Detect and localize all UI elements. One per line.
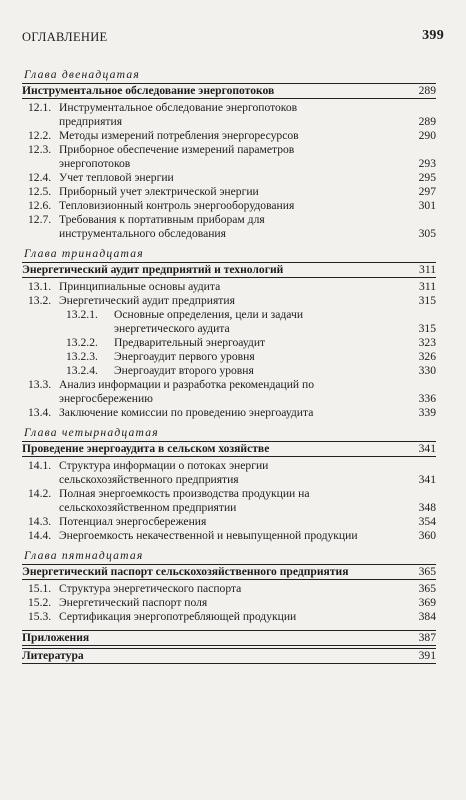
entry-page: 348: [418, 501, 436, 514]
entry-number: 15.1.: [28, 582, 52, 595]
entry-title: Заключение комиссии по проведению энергоаудита: [59, 406, 314, 419]
running-head: [22, 30, 446, 46]
entry-title: Энергоаудит второго уровня: [114, 364, 254, 377]
chapter-block: [22, 247, 436, 420]
entry-text: [22, 171, 406, 185]
entry-text: [22, 406, 406, 420]
toc-entry: [22, 350, 436, 364]
entry-page: 323: [418, 336, 436, 349]
toc-entry: [22, 459, 436, 487]
toc-entry: [22, 378, 436, 406]
entry-title: Тепловизионный контроль энергооборудования: [59, 199, 295, 212]
entry-page: 297: [418, 185, 436, 198]
entry-text: [22, 213, 406, 241]
page-number: 399: [422, 28, 444, 43]
entry-title: Учет тепловой энергии: [59, 171, 174, 184]
entry-number: 13.2.: [28, 294, 52, 307]
chapter-label: Глава пятнадцатая: [24, 549, 144, 562]
toc-entry: [22, 294, 436, 308]
toc-entry: [22, 515, 436, 529]
entry-page: 326: [418, 350, 436, 363]
entry-page: 305: [418, 227, 436, 240]
toc-entry: [22, 101, 436, 129]
entry-title: Полная энергоемкость производства продукции на сельскохозяйственном предприятии: [59, 487, 310, 514]
back-matter-entry: [22, 630, 436, 646]
entry-number: 12.2.: [28, 129, 52, 142]
entry-title: Структура энергетического паспорта: [59, 582, 242, 595]
entry-title: Приборное обеспечение измерений параметров энергопотоков: [59, 143, 295, 170]
entry-page: 384: [418, 610, 436, 623]
back-matter-entry: [22, 648, 436, 664]
entry-number: 12.6.: [28, 199, 52, 212]
entry-title: Принципиальные основы аудита: [59, 280, 221, 293]
entry-page: 365: [418, 565, 436, 578]
entry-number: 14.2.: [28, 487, 52, 500]
entry-number: 12.3.: [28, 143, 52, 156]
entry-number: 12.5.: [28, 185, 52, 198]
entry-text: [22, 515, 406, 529]
entry-page: 311: [419, 280, 436, 293]
entry-title: Требования к портативным приборам для инструментального обследования: [59, 213, 265, 240]
entry-page: 289: [418, 115, 436, 128]
table-of-contents: [22, 68, 436, 664]
entry-title: Инструментальное обследование энергопотоков предприятия: [59, 101, 298, 128]
entry-page: 387: [418, 631, 436, 644]
entry-title: Потенциал энергосбережения: [59, 515, 207, 528]
entry-title: Энергетический аудит предприятия: [59, 294, 235, 307]
entry-text: [22, 185, 406, 199]
toc-entry: [22, 213, 436, 241]
toc-entry: [22, 406, 436, 420]
entry-page: 315: [418, 322, 436, 335]
entry-number: 14.1.: [28, 459, 52, 472]
entry-text: [22, 364, 406, 378]
entry-text: Проведение энергоаудита в сельском хозяйстве: [22, 442, 270, 455]
entry-text: Энергетический паспорт сельскохозяйственного предприятия: [22, 565, 349, 578]
toc-entry: [22, 185, 436, 199]
entry-text: [22, 336, 406, 350]
toc-entry: [22, 364, 436, 378]
entry-text: [22, 596, 406, 610]
entry-text: [22, 529, 406, 543]
entry-page: 336: [418, 392, 436, 405]
entry-title: Энергетический паспорт поля: [59, 596, 208, 609]
toc-entry: [22, 610, 436, 624]
entry-number: 13.4.: [28, 406, 52, 419]
toc-entry: [22, 529, 436, 543]
chapter-block: [22, 549, 436, 624]
toc-entry: [22, 143, 436, 171]
entry-text: [22, 199, 406, 213]
chapter-label: Глава тринадцатая: [24, 247, 144, 260]
chapter-heading: [22, 564, 436, 580]
entry-title: Предварительный энергоаудит: [114, 336, 266, 349]
entry-page: 289: [418, 84, 436, 97]
entry-page: 301: [418, 199, 436, 212]
toc-entry: [22, 280, 436, 294]
section-title: ОГЛАВЛЕНИЕ: [22, 30, 108, 44]
entry-number: 13.3.: [28, 378, 52, 391]
entry-number: 14.4.: [28, 529, 52, 542]
entry-number: 14.3.: [28, 515, 52, 528]
chapter-label: Глава четырнадцатая: [24, 426, 159, 439]
entry-text: Приложения: [22, 631, 90, 644]
chapter-heading: [22, 83, 436, 99]
entry-text: Энергетический аудит предприятий и технологий: [22, 263, 284, 276]
chapter-label: Глава двенадцатая: [24, 68, 140, 81]
entry-number: 15.2.: [28, 596, 52, 609]
entry-text: [22, 378, 406, 406]
entry-title: Основные определения, цели и задачи энергетического аудита: [114, 308, 304, 335]
entry-title: Энергоаудит первого уровня: [114, 350, 255, 363]
entry-title: Структура информации о потоках энергии сельскохозяйственного предприятия: [59, 459, 269, 486]
entry-page: 354: [418, 515, 436, 528]
entry-title: Сертификация энергопотребляющей продукции: [59, 610, 297, 623]
entry-text: [22, 101, 406, 129]
entry-title: Методы измерений потребления энергоресурсов: [59, 129, 299, 142]
entry-number: 13.2.1.: [66, 308, 98, 321]
entry-title: Приборный учет электрической энергии: [59, 185, 259, 198]
entry-text: [22, 143, 406, 171]
toc-entry: [22, 487, 436, 515]
entry-text: [22, 487, 406, 515]
entry-page: 341: [418, 442, 436, 455]
entry-text: [22, 459, 406, 487]
entry-page: 365: [418, 582, 436, 595]
toc-entry: [22, 199, 436, 213]
entry-number: 12.4.: [28, 171, 52, 184]
chapter-heading: [22, 262, 436, 278]
entry-text: [22, 350, 406, 364]
entry-title: Анализ информации и разработка рекомендаций по энергосбережению: [59, 378, 315, 405]
entry-text: [22, 582, 406, 596]
entry-page: 315: [418, 294, 436, 307]
entry-number: 12.1.: [28, 101, 52, 114]
entry-page: 311: [419, 263, 436, 276]
chapter-block: [22, 426, 436, 543]
entry-page: 391: [418, 649, 436, 662]
entry-page: 330: [418, 364, 436, 377]
entry-number: 12.7.: [28, 213, 52, 226]
entry-text: [22, 280, 406, 294]
entry-number: 13.2.4.: [66, 364, 98, 377]
toc-entry: [22, 129, 436, 143]
entry-number: 15.3.: [28, 610, 52, 623]
entry-number: 13.1.: [28, 280, 52, 293]
chapter-block: [22, 68, 436, 241]
entry-text: [22, 610, 406, 624]
entry-text: [22, 308, 406, 336]
entry-text: [22, 294, 406, 308]
entry-number: 13.2.3.: [66, 350, 98, 363]
entry-page: 295: [418, 171, 436, 184]
entry-page: 341: [418, 473, 436, 486]
entry-page: 293: [418, 157, 436, 170]
entry-page: 290: [418, 129, 436, 142]
entry-page: 369: [418, 596, 436, 609]
toc-entry: [22, 308, 436, 336]
entry-number: 13.2.2.: [66, 336, 98, 349]
toc-entry: [22, 171, 436, 185]
toc-entry: [22, 336, 436, 350]
entry-page: 339: [418, 406, 436, 419]
toc-entry: [22, 582, 436, 596]
entry-text: [22, 129, 406, 143]
chapter-heading: [22, 441, 436, 457]
entry-title: Энергоемкость некачественной и невыпущенной продукции: [59, 529, 358, 542]
toc-entry: [22, 596, 436, 610]
entry-page: 360: [418, 529, 436, 542]
entry-text: Литература: [22, 649, 84, 662]
entry-text: Инструментальное обследование энергопотоков: [22, 84, 275, 97]
